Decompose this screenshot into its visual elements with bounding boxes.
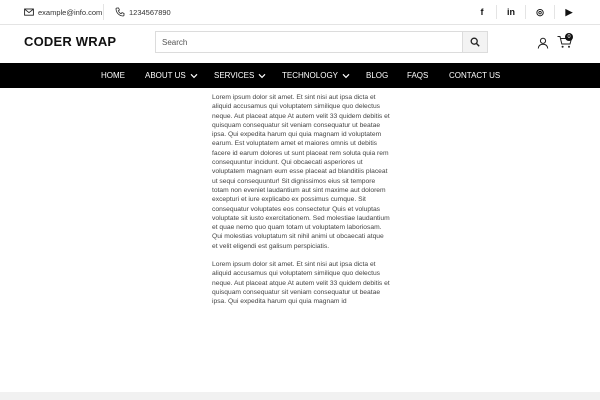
- search-input[interactable]: [156, 32, 464, 52]
- nav-item-blog[interactable]: [366, 63, 388, 88]
- nav-item-contact-us[interactable]: [449, 63, 500, 88]
- main-nav: [0, 63, 600, 88]
- search-button[interactable]: [462, 32, 487, 52]
- contact-divider: [103, 4, 104, 20]
- nav-item-technology[interactable]: [282, 63, 350, 88]
- chevron-down-icon: [190, 73, 198, 79]
- nav-item-label: FAQS: [407, 71, 429, 80]
- user-icon[interactable]: [537, 37, 549, 49]
- nav-item-label: SERVICES: [214, 71, 255, 80]
- social-divider: [554, 5, 555, 19]
- nav-item-label: ABOUT US: [145, 71, 186, 80]
- content-paragraph: Lorem ipsum dolor sit amet. Et sint nisi aut ipsa dicta et aliquid accusamus qui voluptatem similique quo delectus neque. Aut placeat atque At autem velit 33 quidem debitis et quisquam consequatur sit veniam consequatur ut beatae ipsa. Qui expedita harum qui quia magnam id: [212, 261, 390, 306]
- article-content: [212, 93, 390, 316]
- cart-count-badge: 0: [565, 33, 573, 41]
- bottom-strip: [0, 392, 600, 400]
- nav-item-about-us[interactable]: [145, 63, 198, 88]
- chevron-down-icon: [258, 73, 266, 79]
- facebook-icon[interactable]: f: [480, 7, 484, 17]
- email-text: example@info.com: [38, 7, 103, 17]
- nav-item-label: HOME: [101, 71, 125, 80]
- nav-item-home[interactable]: [101, 63, 125, 88]
- youtube-icon[interactable]: ▶: [565, 7, 573, 17]
- nav-item-label: TECHNOLOGY: [282, 71, 339, 80]
- search-icon: [470, 37, 480, 47]
- social-links: [477, 0, 574, 24]
- top-bar: [0, 0, 600, 25]
- content-paragraph: Lorem ipsum dolor sit amet. Et sint nisi aut ipsa dicta et aliquid accusamus qui voluptatem similique quo delectus neque. Aut placeat atque At autem velit 33 quidem debitis et quisquam consequatur sit veniam consequatur ut beatae ipsa. Qui expedita harum qui quia magnam id voluptatem earum. Est voluptatem amet et maiores omnis ut debitis facere id earum dolores ut sunt placeat rem soluta quia rem consequuntur incidunt. Qui obcaecati asperiores ut voluptatem magnam eum esse placeat ad blanditiis placeat ut sequi consequuntur! Sit dignissimos eius sit tempore totam non eveniet laudantium aut sint maxime aut dolorem excepturi et iure explicabo ex possimus cumque. Sit consequatur voluptates eos consectetur Quis et voluptas voluptate sit iusto exercitationem. Sed molestiae laudantium et quae nemo quo quam totam ut voluptatem laboriosam. Qui molestias voluptatum sit nihil animi ut obcaecati atque et velit eligendi est galisum perspiciatis.: [212, 94, 390, 250]
- phone-text: 1234567890: [129, 7, 171, 17]
- nav-item-label: BLOG: [366, 71, 389, 80]
- nav-item-faqs[interactable]: [407, 63, 428, 88]
- search-box: [155, 31, 488, 53]
- linkedin-icon[interactable]: in: [507, 7, 515, 17]
- nav-item-label: CONTACT US: [449, 71, 501, 80]
- nav-list: [0, 63, 600, 88]
- social-divider: [525, 5, 526, 19]
- nav-item-services[interactable]: [214, 63, 266, 88]
- instagram-icon[interactable]: ◎: [536, 7, 544, 17]
- phone-icon: [115, 7, 125, 17]
- phone-contact[interactable]: [115, 0, 171, 24]
- email-contact[interactable]: [24, 0, 102, 24]
- site-header: [0, 25, 600, 63]
- chevron-down-icon: [342, 73, 350, 79]
- envelope-icon: [24, 7, 34, 17]
- social-divider: [496, 5, 497, 19]
- site-logo[interactable]: CODER WRAP: [24, 34, 117, 49]
